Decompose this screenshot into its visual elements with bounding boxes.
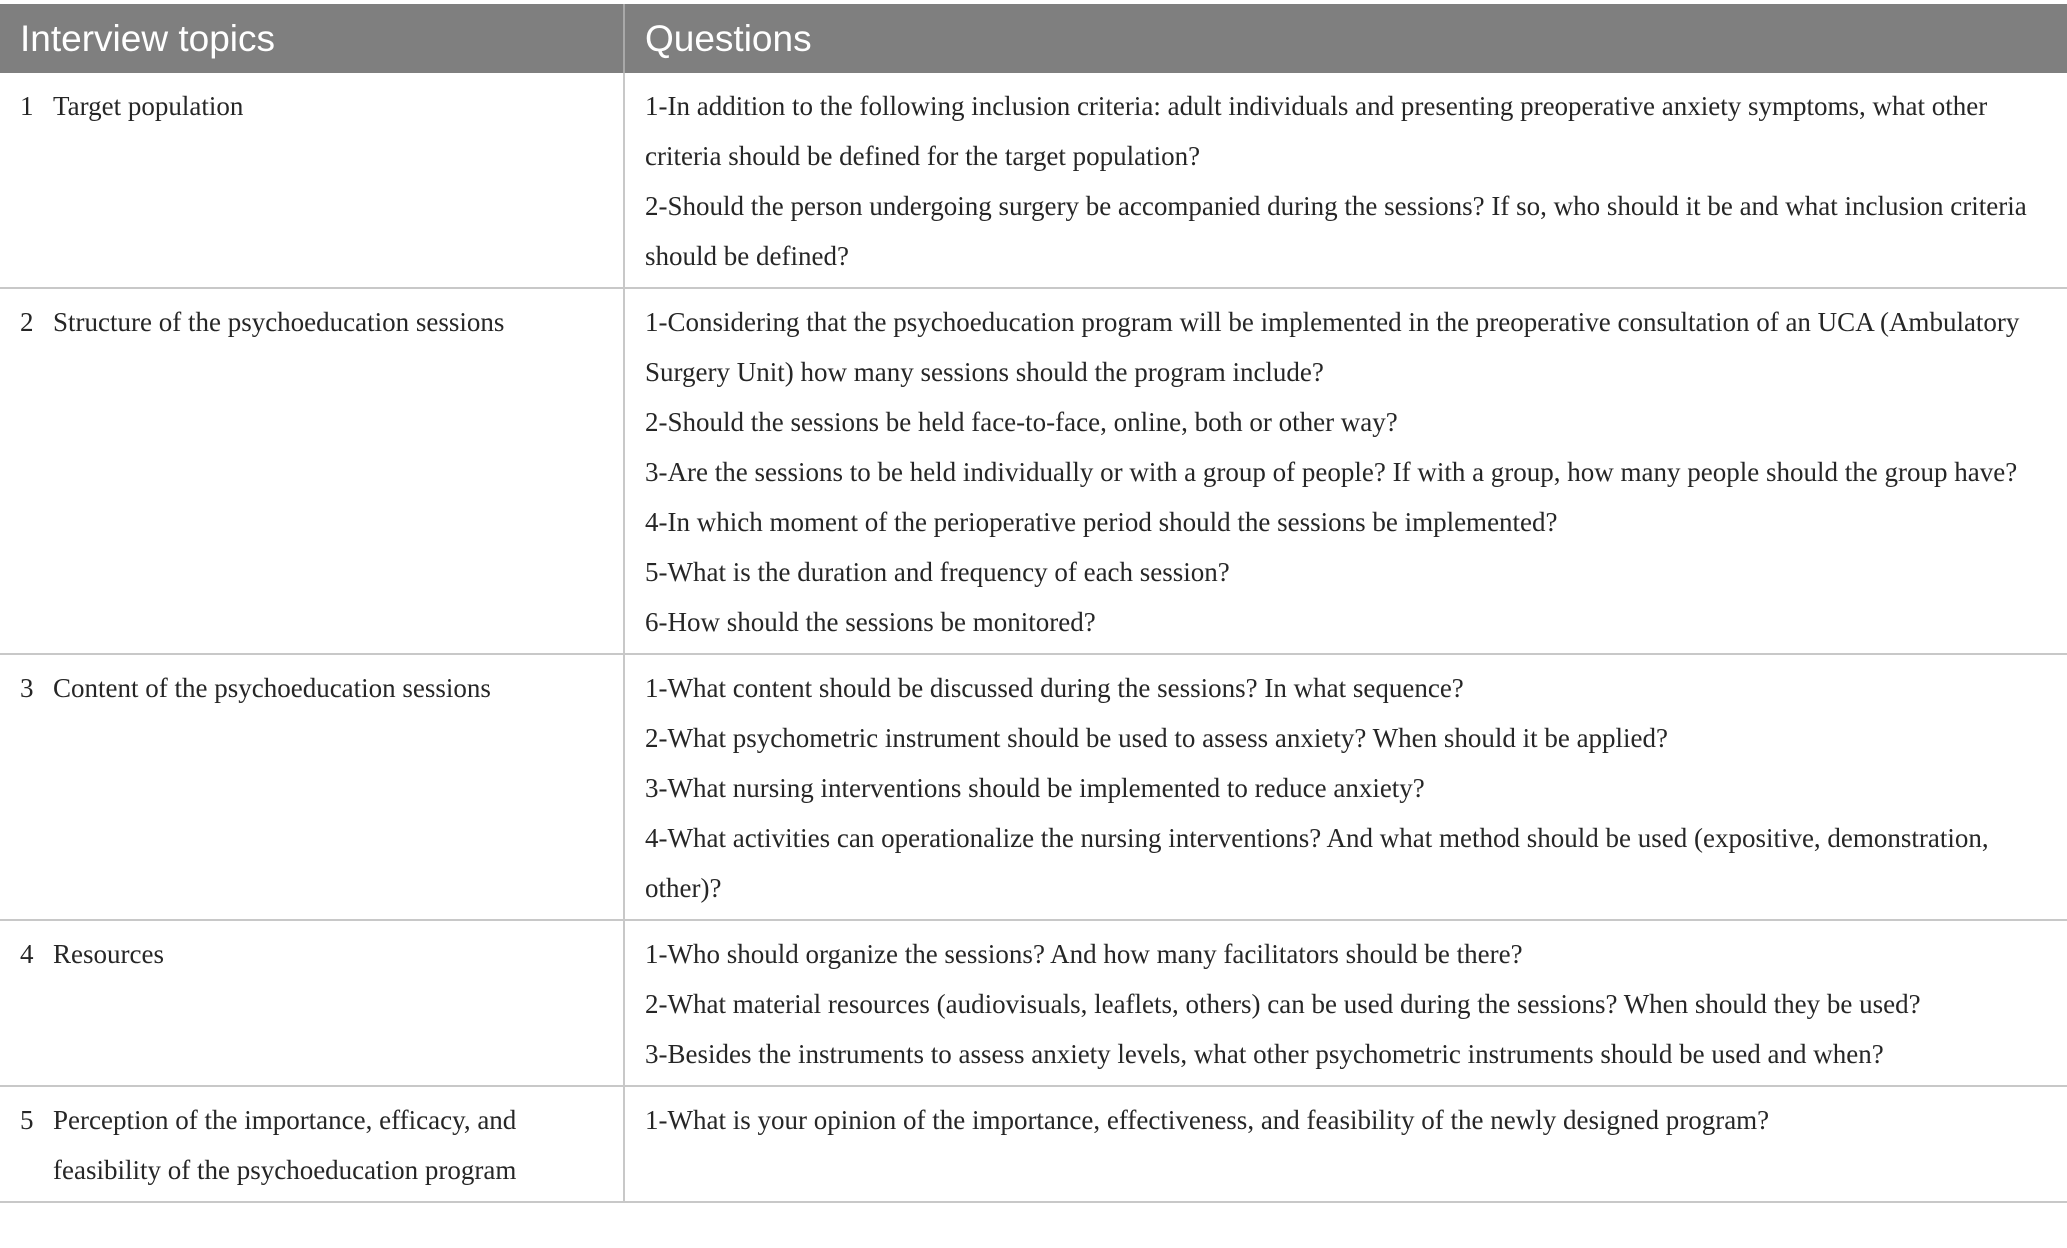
questions-cell bbox=[624, 1086, 2067, 1202]
question-item: 2-What material resources (audiovisuals, leaflets, others) can be used during the sessions? When should they be used? bbox=[645, 989, 1921, 1019]
header-row bbox=[0, 4, 2067, 73]
table-header bbox=[0, 4, 2067, 73]
table-row bbox=[0, 654, 2067, 920]
question-item: 6-How should the sessions be monitored? bbox=[645, 607, 1096, 637]
table-row bbox=[0, 288, 2067, 654]
table-body bbox=[0, 73, 2067, 1202]
question-item: 3-What nursing interventions should be implemented to reduce anxiety? bbox=[645, 773, 1425, 803]
topic-number: 5 bbox=[20, 1105, 34, 1135]
question-item: 3-Besides the instruments to assess anxiety levels, what other psychometric instruments should be used and when? bbox=[645, 1039, 1884, 1069]
topic-cell bbox=[0, 73, 624, 288]
topic-label: Resources bbox=[53, 939, 164, 969]
questions-cell bbox=[624, 920, 2067, 1086]
interview-table bbox=[0, 4, 2067, 1203]
questions-cell bbox=[624, 73, 2067, 288]
questions-cell bbox=[624, 288, 2067, 654]
question-item: 2-Should the sessions be held face-to-face, online, both or other way? bbox=[645, 407, 1398, 437]
question-item: 3-Are the sessions to be held individually or with a group of people? If with a group, how many people should the group have? bbox=[645, 457, 2018, 487]
questions-cell bbox=[624, 654, 2067, 920]
question-item: 5-What is the duration and frequency of each session? bbox=[645, 557, 1230, 587]
question-item: 2-What psychometric instrument should be used to assess anxiety? When should it be applied? bbox=[645, 723, 1669, 753]
topic-label: Structure of the psychoeducation sessions bbox=[53, 307, 505, 337]
question-item: 1-Who should organize the sessions? And how many facilitators should be there? bbox=[645, 939, 1523, 969]
topic-number: 1 bbox=[20, 91, 34, 121]
question-item: 1-What is your opinion of the importance, effectiveness, and feasibility of the newly designed program? bbox=[645, 1105, 1770, 1135]
topic-cell bbox=[0, 1086, 624, 1202]
question-item: 2-Should the person undergoing surgery be accompanied during the sessions? If so, who should it be and what inclusion criteria should be defined? bbox=[645, 191, 2027, 271]
question-item: 4-In which moment of the perioperative period should the sessions be implemented? bbox=[645, 507, 1558, 537]
topic-cell bbox=[0, 288, 624, 654]
question-item: 1-Considering that the psychoeducation program will be implemented in the preoperative consultation of an UCA (Ambulatory Surgery Unit) how many sessions should the program include? bbox=[645, 307, 2020, 387]
question-item: 1-What content should be discussed during the sessions? In what sequence? bbox=[645, 673, 1464, 703]
interview-table-container bbox=[0, 4, 2067, 1203]
topic-number: 4 bbox=[20, 939, 34, 969]
table-row bbox=[0, 920, 2067, 1086]
topic-number: 2 bbox=[20, 307, 34, 337]
question-item: 4-What activities can operationalize the nursing interventions? And what method should be used (expositive, demonstration, other)? bbox=[645, 823, 1989, 903]
topic-label: Target population bbox=[53, 91, 244, 121]
header-questions: Questions bbox=[624, 4, 2067, 73]
topic-number: 3 bbox=[20, 673, 34, 703]
table-row bbox=[0, 1086, 2067, 1202]
topic-label: Perception of the importance, efficacy, and feasibility of the psychoeducation program bbox=[53, 1105, 517, 1185]
topic-cell bbox=[0, 920, 624, 1086]
topic-label: Content of the psychoeducation sessions bbox=[53, 673, 491, 703]
question-item: 1-In addition to the following inclusion criteria: adult individuals and presenting preoperative anxiety symptoms, what other criteria should be defined for the target population? bbox=[645, 91, 1988, 171]
header-interview-topics: Interview topics bbox=[0, 4, 624, 73]
topic-cell bbox=[0, 654, 624, 920]
table-row bbox=[0, 73, 2067, 288]
